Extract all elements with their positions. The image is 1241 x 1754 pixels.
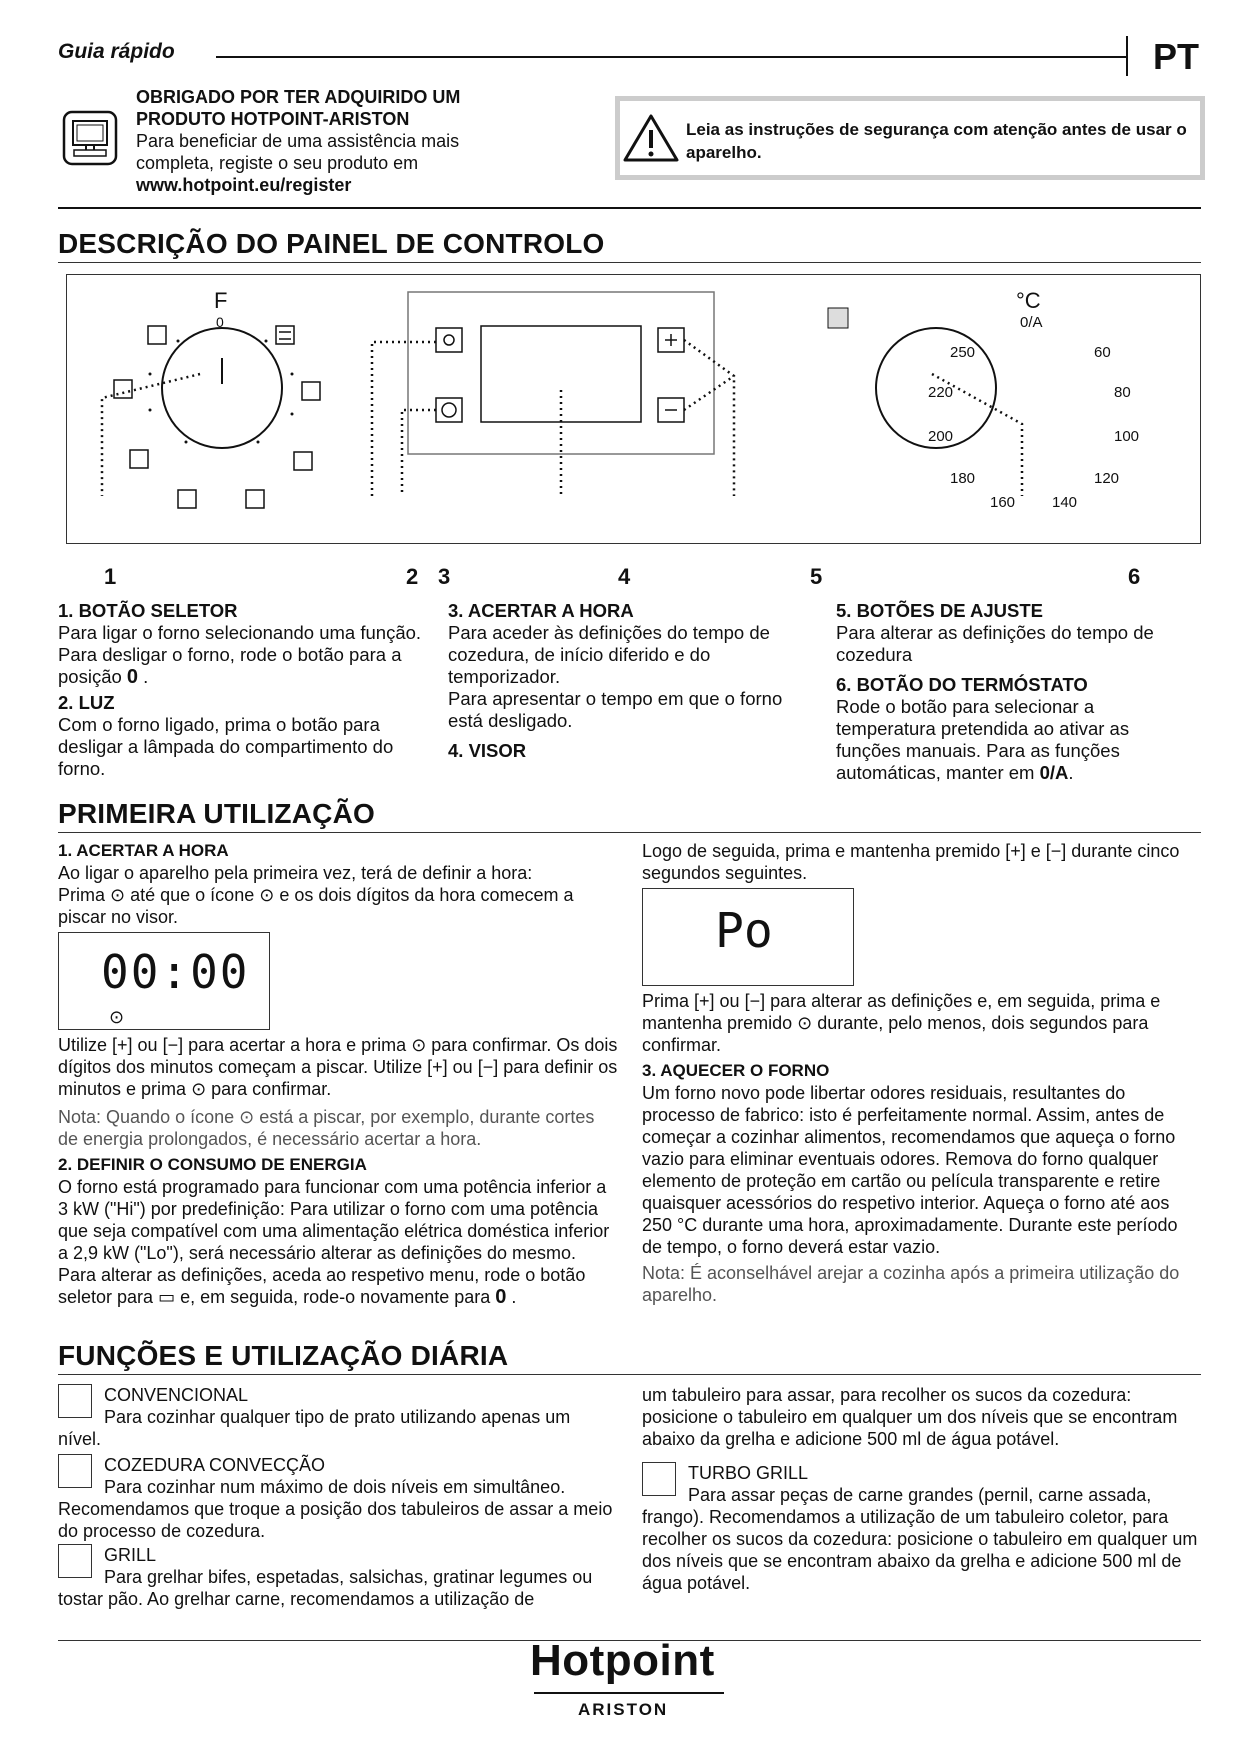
selector-zero-label: 0 <box>216 314 224 330</box>
r2c: para alterar as definições e, em seguida, prima e mantenha premido <box>642 991 1161 1033</box>
conventional-icon <box>276 326 294 344</box>
thermostat-zero-label: 0/A <box>1020 314 1043 331</box>
fn-turbo-grill-name: TURBO GRILL <box>688 1463 809 1483</box>
header-rule <box>216 56 1126 58</box>
thermostat-text: Rode o botão para selecionar a temperatura pretendida ao ativar as funções manuais. Para as funções automáticas, manter em <box>836 696 1130 783</box>
temp-label-180: 180 <box>950 470 976 487</box>
light-text: Com o forno ligado, prima o botão para desligar a lâmpada do compartimento do forno. <box>58 714 394 779</box>
energy-heading: 2. DEFINIR O CONSUMO DE ENERGIA <box>58 1155 367 1174</box>
thanks-line-2: PRODUTO HOTPOINT-ARISTON <box>136 109 410 129</box>
display-heading: 4. VISOR <box>448 740 527 761</box>
callout-4: 4 <box>618 564 631 589</box>
thermostat-light-icon <box>828 308 848 328</box>
selector-knob[interactable] <box>162 328 282 448</box>
set-time-heading: 1. ACERTAR A HORA <box>58 841 229 860</box>
r2a: Prima <box>642 991 690 1011</box>
fn-grill-continued <box>642 1384 1202 1450</box>
thermostat-auto-value: 0/A <box>1039 762 1069 783</box>
thanks-line-3: Para beneficiar de uma assistência mais <box>136 131 460 151</box>
set-time-instructions: Utilize [+] ou [−] para acertar a hora e prima ⊙ para confirmar. Os dois dígitos dos minutos começam a piscar. Utilize [+] ou [−] para definir os minutos e prima ⊙ para confirmar. Nota: Quando o ícone ⊙ está a piscar, por exemplo, durante cortes de energia prolongados, é necessário acertar a hora. 2. DEFINIR O CONSUMO DE ENERGIA O forno está programado para funcionar com uma potência inferior a 3 kW ("Hi") por predefinição: Para utilizar o forno com uma potência que seja compatível com uma alimentação elétrica doméstica inferior a 2,9 kW ("Lo"), será necessário alterar as definições do mesmo. Para alterar as definições, aceda ao respetivo menu, rode o botão seletor para ▭ e, em seguida, rode-o novamente para 0 . <box>58 1035 618 1308</box>
preheat-text: Um forno novo pode libertar odores residuais, resultantes do processo de fabrico: isto é perfeitamente normal. Assim, antes de começar a cozinhar alimentos, recomendamos que aqueça o forno vazio para eliminar eventuais odores. Remova do forno qualquer elemento de proteção em cartão ou película transparente e retire quaisquer acessórios do respetivo interior. Aqueça o forno até aos 250 °C durante uma hora, aproximadamente. Durante este período de tempo, o forno deverá estar vazio. <box>642 1083 1178 1257</box>
light-heading: 2. LUZ <box>58 692 115 713</box>
t3f: para definir os minutos e prima <box>58 1057 618 1099</box>
safety-warning-text: Leia as instruções de segurança com atenção antes de usar o aparelho. <box>686 120 1187 162</box>
first-use-left: 1. ACERTAR A HORA Ao ligar o aparelho pela primeira vez, terá de definir a hora: Prima ⊙ até que o ícone ⊙ e os dois dígitos da hora comecem a piscar no visor. <box>58 840 618 928</box>
temp-label-60: 60 <box>1094 344 1111 361</box>
r2b: ou <box>719 991 740 1011</box>
fn-turbo-grill <box>642 1462 1202 1594</box>
lcd-power-display <box>642 888 854 986</box>
language-code: PT <box>1153 36 1200 77</box>
fn-grill-name: GRILL <box>104 1545 157 1565</box>
thermostat-unit-label: °C <box>1016 288 1041 313</box>
callout-2: 2 <box>406 564 419 589</box>
temp-label-160: 160 <box>990 494 1016 511</box>
note-b: está a piscar, por exemplo, durante cortes de energia prolongados, é necessário acertar a hora. <box>58 1107 595 1149</box>
brand-sub: ARISTON <box>578 1700 669 1719</box>
adjust-text: Para alterar as definições do tempo de cozedura <box>836 622 1154 665</box>
lcd-power-digits: Po <box>715 903 773 959</box>
thermostat-heading: 6. BOTÃO DO TERMÓSTATO <box>836 674 1088 695</box>
callout-1: 1 <box>104 564 117 589</box>
callout-5: 5 <box>810 564 823 589</box>
light-button[interactable] <box>436 328 462 352</box>
selector-text: Para ligar o forno selecionando uma função. Para desligar o forno, rode o botão para a posição <box>58 622 422 687</box>
lcd-clock-display <box>58 932 270 1030</box>
selector-heading: 1. BOTÃO SELETOR <box>58 600 238 621</box>
temp-label-140: 140 <box>1052 494 1078 511</box>
off-light-icon <box>148 326 166 344</box>
fn-convection-name: COZEDURA CONVECÇÃO <box>104 1455 326 1475</box>
temp-label-220: 220 <box>928 384 954 401</box>
clock-icon: ⊙ <box>109 1007 125 1027</box>
fn-conventional <box>58 1384 618 1450</box>
temp-label-120: 120 <box>1094 470 1120 487</box>
desc-column-1: 1. BOTÃO SELETOR Para ligar o forno selecionando uma função. Para desligar o forno, rode o botão para a posição 0 . 2. LUZ Com o forno ligado, prima o botão para desligar a lâmpada do compartimento do forno. <box>58 600 428 780</box>
register-computer-icon <box>62 110 118 166</box>
r1b: e <box>1030 841 1041 861</box>
brand-underline <box>534 1692 724 1694</box>
fn-grill-cont-text: um tabuleiro para assar, para recolher os sucos da cozedura: posicione o tabuleiro em qualquer um dos níveis que se encontram abaixo da grelha e adicione 500 ml de água potável. <box>642 1385 1178 1449</box>
panel-section-title: DESCRIÇÃO DO PAINEL DE CONTROLO <box>58 228 605 259</box>
panel-title-rule <box>58 262 1201 263</box>
preheat-note: Nota: É aconselhável arejar a cozinha após a primeira utilização do aparelho. <box>642 1263 1180 1305</box>
header-divider <box>1126 36 1128 76</box>
t3b: ou <box>137 1035 158 1055</box>
set-time-intro: Ao ligar o aparelho pela primeira vez, terá de definir a hora: <box>58 863 533 883</box>
r1a: Logo de seguida, prima e mantenha premido <box>642 841 1001 861</box>
callout-6: 6 <box>1128 564 1141 589</box>
convection-icon <box>302 382 320 400</box>
set-time-text-c: e os dois dígitos da hora comecem a piscar no visor. <box>58 885 574 927</box>
clock-heading: 3. ACERTAR A HORA <box>448 600 634 621</box>
desc-column-2 <box>448 600 808 762</box>
fan-icon <box>178 490 196 508</box>
callout-3: 3 <box>438 564 451 589</box>
thanks-line-4: completa, registe o seu produto em <box>136 153 419 173</box>
functions-title: FUNÇÕES E UTILIZAÇÃO DIÁRIA <box>58 1340 509 1371</box>
set-time-text-b: até que o ícone <box>130 885 255 905</box>
turbo-grill-icon <box>246 490 264 508</box>
set-time-text-a: Prima <box>58 885 106 905</box>
auto-pizza-icon <box>130 450 148 468</box>
t3a: Utilize <box>58 1035 108 1055</box>
adjust-heading: 5. BOTÕES DE AJUSTE <box>836 600 1043 621</box>
selector-function-icons <box>114 326 320 508</box>
temp-label-250: 250 <box>950 344 976 361</box>
fn-grill <box>58 1544 618 1610</box>
fn-turbo-grill-text: Para assar peças de carne grandes (pernil, carne assada, frango). Recomendamos a utilização de um tabuleiro coletor, para recolher os sucos da cozedura: posicione o tabuleiro em qualquer um dos níveis que se encontram abaixo da grelha e adicione 500 ml de água potável. <box>642 1485 1198 1593</box>
register-url[interactable]: www.hotpoint.eu/register <box>136 175 352 195</box>
energy-text-b: e, em seguida, rode-o novamente para <box>180 1287 491 1307</box>
temp-label-80: 80 <box>1114 384 1131 401</box>
fn-grill-text: Para grelhar bifes, espetadas, salsichas, gratinar legumes ou tostar pão. Ao grelhar carne, recomendamos a utilização de <box>58 1567 593 1609</box>
desc-column-3: 5. BOTÕES DE AJUSTE Para alterar as definições do tempo de cozedura 6. BOTÃO DO TERMÓSTATO Rode o botão para selecionar a temperatura pretendida ao ativar as funções manuais. Para as funções automáticas, manter em 0/A. <box>836 600 1196 784</box>
t3g: para confirmar. <box>211 1079 332 1099</box>
clock-text: Para aceder às definições do tempo de cozedura, de início diferido e do temporizador. <box>448 622 770 687</box>
power-instructions: Prima [+] ou [−] para alterar as definições e, em seguida, prima e mantenha premido ⊙ durante, pelo menos, dois segundos para confirmar. 3. AQUECER O FORNO Um forno novo pode libertar odores residuais, resultantes do processo de fabrico: isto é perfeitamente normal. Assim, antes de começar a cozinhar alimentos, recomendamos que aqueça o forno vazio para eliminar eventuais odores. Remova do forno qualquer elemento de proteção em cartão ou película transparente e retire quaisquer acessórios do respetivo interior. Aqueça o forno até aos 250 °C durante uma hora, aproximadamente. Durante este período de tempo, o forno deverá estar vazio. Nota: É aconselhável arejar a cozinha após a primeira utilização do aparelho. <box>642 990 1202 1306</box>
fn-convection-text: Para cozinhar num máximo de dois níveis em simultâneo. Recomendamos que troque a posição dos tabuleiros de assar a meio do processo de cozedura. <box>58 1477 613 1541</box>
register-block <box>136 86 460 196</box>
temp-label-200: 200 <box>928 428 954 445</box>
t3d: para confirmar. Os dois dígitos dos minutos começam a piscar. Utilize <box>58 1035 618 1077</box>
temp-label-100: 100 <box>1114 428 1140 445</box>
note-a: Nota: Quando o ícone <box>58 1107 235 1127</box>
r1c: durante cinco segundos seguintes. <box>642 841 1180 883</box>
first-use-right: Logo de seguida, prima e mantenha premido [+] e [−] durante cinco segundos seguintes. <box>642 841 1180 883</box>
clock-button[interactable] <box>436 398 462 422</box>
fn-convection <box>58 1454 618 1542</box>
first-use-rule <box>58 832 1201 833</box>
fn-conventional-text: Para cozinhar qualquer tipo de prato utilizando apenas um nível. <box>58 1407 571 1449</box>
first-use-title: PRIMEIRA UTILIZAÇÃO <box>58 798 375 829</box>
r2d: durante, pelo menos, dois segundos para confirmar. <box>642 1013 1149 1055</box>
header-bottom-rule <box>58 207 1201 209</box>
warning-triangle-icon <box>622 112 680 164</box>
display-screen <box>481 326 641 422</box>
functions-rule <box>58 1374 1201 1375</box>
t3c: para acertar a hora e prima <box>188 1035 407 1055</box>
brand-logo: Hotpoint <box>530 1636 715 1685</box>
thanks-line-1: OBRIGADO POR TER ADQUIRIDO UM <box>136 87 461 107</box>
lcd-clock-digits: 00:00 <box>101 945 250 999</box>
guide-title: Guia rápido <box>58 40 175 63</box>
grill-icon <box>294 452 312 470</box>
t3e: ou <box>452 1057 473 1077</box>
energy-text: O forno está programado para funcionar com uma potência inferior a 3 kW ("Hi") por predefinição: Para utilizar o forno com uma potência que seja compatível com uma alimentação elétrica doméstica inferior a 2,9 kW ("Lo"), será necessário alterar as definições do mesmo. Para alterar as definições, aceda ao respetivo menu, rode o botão seletor para <box>58 1177 610 1307</box>
preheat-heading: 3. AQUECER O FORNO <box>642 1061 830 1080</box>
fn-conventional-name: CONVENCIONAL <box>104 1385 249 1405</box>
clock-text-2: Para apresentar o tempo em que o forno está desligado. <box>448 688 783 731</box>
selector-function-label: F <box>214 288 228 313</box>
